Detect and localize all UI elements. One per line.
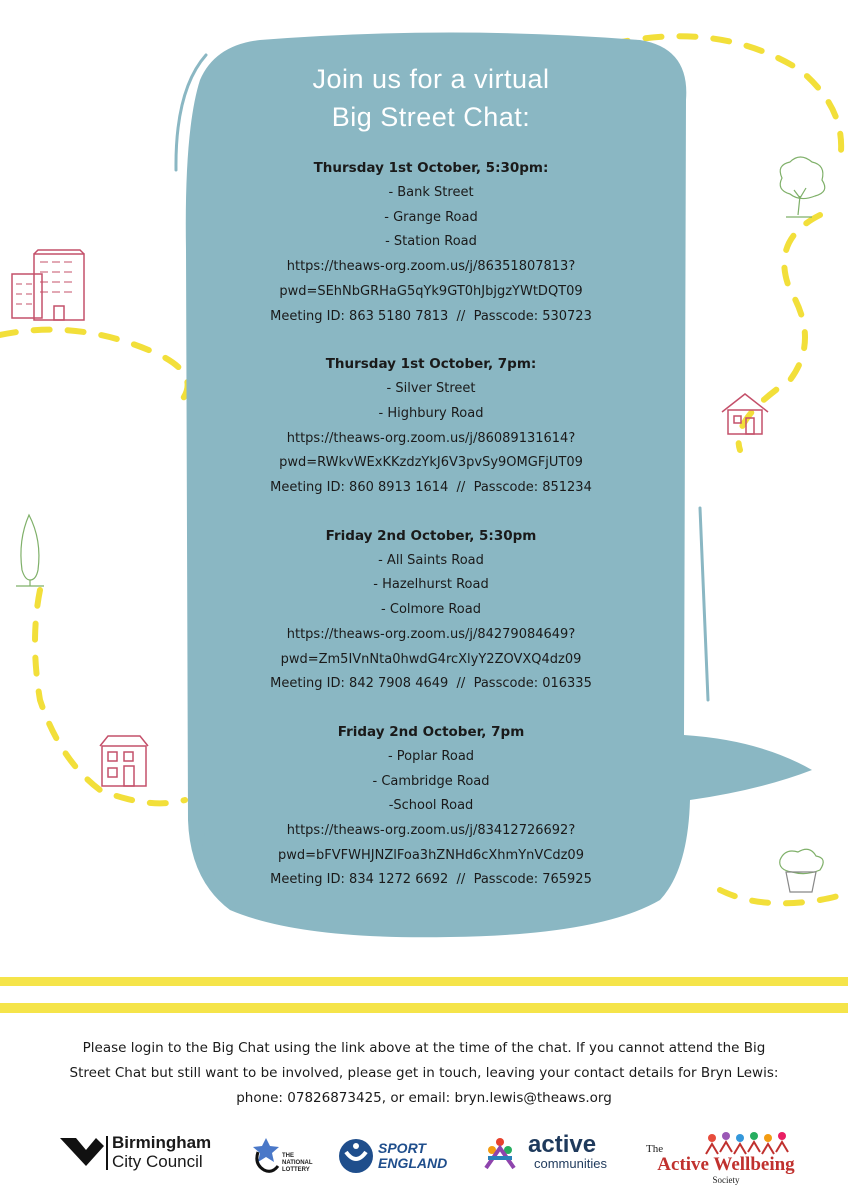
footer-line-3: phone: 07826873425, or email: bryn.lewis@theaws.org (236, 1090, 612, 1106)
zoom-link[interactable]: https://theaws-org.zoom.us/j/86089131614? (286, 430, 576, 446)
communities-text: communities (534, 1156, 607, 1171)
street-name: - Station Road (385, 234, 477, 250)
aws-name-text: Active Wellbeing (657, 1154, 795, 1175)
national-lottery-logo-icon (253, 1138, 279, 1171)
event-item (190, 352, 672, 501)
zoom-link-password[interactable]: pwd=Zm5IVnNta0hwdG4rcXlyY2ZOVXQ4dz09 (280, 651, 582, 667)
aws-society-text: Society (712, 1175, 740, 1185)
poplar-tree-icon (16, 515, 44, 586)
lottery-text-1: THE (282, 1153, 294, 1159)
event-list (190, 156, 672, 893)
terraced-house-icon (100, 736, 148, 786)
event-heading: Friday 2nd October, 7pm (337, 723, 525, 740)
meeting-details: Meeting ID: 834 1272 6692 // Passcode: 765925 (270, 872, 592, 888)
birmingham-heart-logo-icon (60, 1136, 108, 1170)
zoom-link[interactable]: https://theaws-org.zoom.us/j/86351807813? (286, 259, 576, 275)
meeting-details: Meeting ID: 860 8913 1614 // Passcode: 851234 (270, 480, 592, 496)
event-item (190, 720, 672, 893)
street-name: - Cambridge Road (372, 773, 490, 789)
street-name: - Hazelhurst Road (373, 577, 489, 593)
active-wellbeing-society-logo (646, 1143, 806, 1185)
bcc-name: Birmingham (112, 1133, 212, 1152)
active-text: active (528, 1131, 597, 1158)
meeting-details: Meeting ID: 863 5180 7813 // Passcode: 530723 (270, 308, 592, 324)
title-line-1: Join us for a virtual (312, 64, 550, 94)
yellow-stripe-top (0, 977, 848, 986)
aws-the-text: The (646, 1143, 664, 1155)
street-name: - Bank Street (388, 185, 474, 200)
active-communities-logo-icon (486, 1138, 514, 1168)
street-name: - Poplar Road (387, 748, 475, 764)
poster-title (190, 60, 672, 136)
lottery-text-3: LOTTERY (282, 1167, 310, 1173)
zoom-link-password[interactable]: pwd=bFVFWHJNZlFoa3hZNHd6cXhmYnVCdz09 (278, 847, 584, 863)
event-item (190, 524, 672, 697)
potted-plant-icon (780, 849, 823, 892)
event-item (190, 156, 672, 329)
street-name: - Colmore Road (381, 602, 481, 618)
footer-instructions (30, 1036, 818, 1111)
lottery-text-2: NATIONAL (282, 1160, 313, 1166)
bcc-subname: City Council (112, 1152, 203, 1171)
meeting-details: Meeting ID: 842 7908 4649 // Passcode: 016335 (270, 676, 592, 692)
birmingham-city-council-logo (112, 1133, 211, 1171)
title-line-2: Big Street Chat: (331, 102, 531, 132)
event-heading: Thursday 1st October, 5:30pm: (313, 160, 549, 176)
england-text: ENGLAND (378, 1155, 448, 1171)
bubble-content (190, 60, 672, 916)
zoom-link[interactable]: https://theaws-org.zoom.us/j/83412726692? (286, 823, 576, 839)
event-heading: Thursday 1st October, 7pm: (325, 356, 537, 373)
zoom-link-password[interactable]: pwd=RWkvWExKKzdzYkJ6V3pvSy9OMGFjUT09 (279, 455, 583, 471)
zoom-link[interactable]: https://theaws-org.zoom.us/j/84279084649? (286, 626, 576, 642)
sport-text: SPORT (378, 1140, 426, 1156)
zoom-link-password[interactable]: pwd=SEhNbGRHaG5qYk9GT0hJbjgzYWtDQT09 (279, 283, 583, 299)
street-name: -School Road (388, 798, 474, 814)
national-lottery-logo (282, 1153, 313, 1174)
sport-england-logo-icon (339, 1139, 373, 1173)
footer-line-2: Street Chat but still want to be involved, please get in touch, leaving your contact details for Bryn Lewis: (69, 1065, 779, 1081)
apartment-building-icon (12, 250, 84, 320)
street-name: - All Saints Road (378, 552, 484, 568)
event-heading: Friday 2nd October, 5:30pm (325, 527, 537, 544)
active-communities-logo (528, 1133, 607, 1171)
footer-line-1: Please login to the Big Chat using the link above at the time of the chat. If you cannot attend the Big (82, 1040, 766, 1056)
street-name: - Grange Road (384, 209, 478, 225)
yellow-stripe-bottom (0, 1003, 848, 1013)
street-name: - Silver Street (386, 381, 476, 397)
sport-england-logo (378, 1141, 447, 1171)
street-name: - Highbury Road (378, 405, 484, 421)
tree-icon (780, 157, 825, 217)
